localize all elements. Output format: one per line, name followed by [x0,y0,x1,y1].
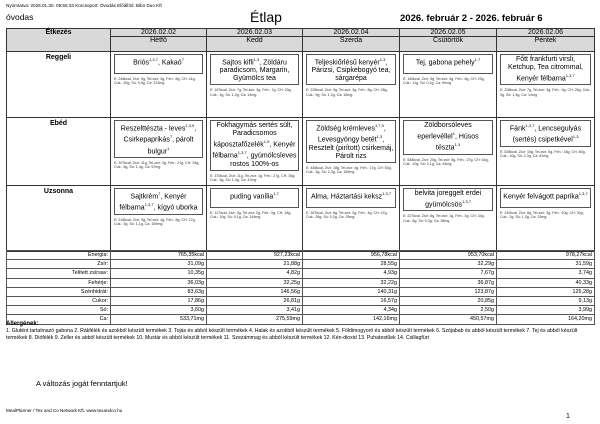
food-item: Sajtos kifli$^{1,3}$, Zöldáru paradicsom, Margarin, Gyümölcs tea [210,54,299,85]
food-item: Alma, Háztartási keksz$^{1,3,7}$ [306,188,396,208]
summary-value: 164,20mg [497,315,595,324]
summary-value: 10,35g [111,269,207,278]
nutrition-info: E: 160kcal, Zsír: 5g, Tel.zsír: 3g, Feh.: 6g, CH: 23g, Cuk.: 11g, Só: 0,1g, Ca: 90mg [403,77,485,86]
day-date: 2026.02.02 [111,29,206,37]
day-date: 2026.02.03 [207,29,302,37]
food-item: Teljeskiőrlésű kenyér$^{1,3}$, Párizsi, Csipkebogyó tea, sárgarépa [306,54,396,85]
day-header [111,29,207,52]
summary-value: 36,87g [400,278,497,287]
menu-cell [497,52,595,118]
day-date: 2026.02.04 [303,29,399,37]
nutrition-info: E: 528kcal, Zsír: 15g, Tel.zsír: 5g, Feh.: 18g, CH: 80g, Cuk.: 10g, Só: 2,3g, Ca: 81mg [500,149,586,158]
day-header [303,29,400,52]
date-range: 2026. február 2 - 2026. február 6 [400,13,543,24]
nutrition-info: E: 370kcal, Zsír: 11g, Tel.zsír: 1g, Feh.: 27g, CH: 36g, Cuk.: 3g, Só: 1,4g, Ca: 47mg [210,173,296,182]
summary-value: 31,09g [111,260,207,269]
summary-value: 9,13g [497,296,595,305]
summary-value: 123,87g [400,287,497,296]
menu-cell [111,186,207,252]
food-item: Zöldség krémleves$^{1,7,9}$, Levesgyöngy betét$^{1,3}$, Resztelt (pirított) csirkemáj, Párolt rizs [306,120,396,163]
summary-value: 450,57mg [400,315,497,324]
summary-value: 32,29g [400,260,497,269]
menu-cell [497,186,595,252]
food-item: Zöldborsóleves eperlevéllel$^1$, Húsos tészta$^{1,3}$ [403,120,493,155]
corner-header: Étkezés [7,29,111,52]
day-date: 2026.02.05 [400,29,496,37]
nutrition-info: E: 248kcal, Zsír: 5g, Tel.zsír: 3g, Feh.: 8g, CH: 41g, Cuk.: 30g, Só: 0,5g, Ca: 223mg [114,77,196,86]
menu-cell [497,118,595,186]
meal-label: Uzsonna [7,186,111,252]
nutrition-info: E: 227kcal, Zsír: 8g, Tel.zsír: 1g, Feh.: 4g, CH: 34g, Cuk.: 8g, Só: 0,3g, Ca: 38mg [403,214,485,223]
day-header [207,29,303,52]
summary-value: 32,25g [207,278,303,287]
food-item: Fokhagymás sertés sült, Paradicsomos káposztafőzelék$^{1,9}$, Kenyér félbarna$^{1,3,7}$, gyümölcsleves rostos 100%-os [210,120,299,171]
summary-value: 21,88g [207,260,303,269]
food-item: Tej, gabona pehely$^{1,7}$ [403,54,493,74]
summary-value: 16,57g [303,296,400,305]
menu-cell [400,186,497,252]
menu-cell [400,118,497,186]
allergens-title: Allergének: [6,321,39,327]
summary-value: 31,59g [497,260,595,269]
summary-label: Zsír: [7,260,111,269]
nutrition-info: E: 167kcal, Zsír: 7g, Tel.zsír: 3g, Feh.: 7g, CH: 20g, Cuk.: 1g, Só: 1,0g, Ca: 14mg [210,88,292,97]
summary-value: 956,78kcal [303,251,400,260]
menu-cell [303,52,400,118]
day-date: 2026.02.06 [497,29,594,37]
summary-value: 28,55g [303,260,400,269]
summary-label: Energia: [7,251,111,260]
summary-value: 3,41g [207,306,303,315]
menu-table [6,28,595,252]
menu-cell [207,186,303,252]
summary-row [7,287,595,296]
nutrition-info: E: 307kcal, Zsír: 11g, Tel.zsír: 3g, Feh.: 21g, CH: 34g, Cuk.: 5g, Só: 1,4g, Ca: 57mg [114,160,200,170]
page-number: 1 [566,413,570,420]
day-name: Kedd [246,37,263,44]
summary-value: 533,71mg [111,315,207,324]
nutrition-info: E: 117kcal, Zsír: 3g, Tel.zsír: 2g, Feh.: 5g, CH: 18g, Cuk.: 10g, Só: 0,1g, Ca: 144mg [210,211,292,220]
nutrition-info: E: 216kcal, Zsír: 9g, Tel.zsír: 4g, Feh.: 8g, CH: 27g, Cuk.: 3g, Só: 1,1g, Ca: 169mg [114,217,196,226]
summary-value: 125,28g [497,287,595,296]
day-name: Csütörtök [433,37,463,44]
summary-row [7,251,595,260]
menu-cell [111,52,207,118]
menu-cell [400,52,497,118]
summary-row [7,269,595,278]
summary-value: 17,86g [111,296,207,305]
menu-cell [303,186,400,252]
menu-cell [111,118,207,186]
summary-row [7,296,595,305]
summary-value: 765,35kcal [111,251,207,260]
nutrition-summary-table [6,250,595,325]
summary-label: Telített zsírsav: [7,269,111,278]
summary-value: 142,16mg [303,315,400,324]
summary-value: 26,81g [207,296,303,305]
food-item: Briós$^{1,3,7}$, Kakaó$^7$ [114,54,203,74]
food-item: Sajtkrém$^7$, Kenyér félbarna$^{1,3,7}$, kígyó uborka [114,188,203,215]
meal-label: Reggeli [7,52,111,118]
summary-value: 83,63g [111,287,207,296]
summary-value: 4,34g [303,306,400,315]
summary-value: 146,56g [207,287,303,296]
summary-row [7,315,595,324]
day-name: Hétfő [150,37,167,44]
footer-credit: MealPlanner / Tex and Co Network Kft. www.texandco.hu [6,408,123,413]
meal-label: Ebéd [7,118,111,186]
age-group: óvodas [6,12,34,22]
summary-value: 953,70kcal [400,251,497,260]
meal-row-ebed [7,118,595,186]
header-row [7,29,595,52]
summary-value: 3,60g [111,306,207,315]
food-item: belvita joreggelt erdei gyümölcsös$^{1,3,7}$ [403,188,493,211]
summary-value: 3,74g [497,269,595,278]
change-notice: A változás jogát fenntartjuk! [36,379,128,388]
summary-value: 4,82g [207,269,303,278]
food-item: Főtt frankfurti virsli, Ketchup, Tea citrommal, Kenyér félbarna$^{1,3,7}$ [500,54,591,85]
summary-row [7,278,595,287]
nutrition-info: E: 240kcal, Zsír: 8g, Tel.zsír: 3g, Feh.: 10g, CH: 30g, Cuk.: 2g, Só: 1,3g, Ca: 33mg [500,211,584,220]
nutrition-info: E: 446kcal, Zsír: 18g, Tel.zsír: 4g, Feh.: 17g, CH: 53g, Cuk.: 3g, Só: 2,3g, Ca: 169mg [306,165,392,174]
day-name: Péntek [534,37,557,44]
summary-row [7,260,595,269]
page-title: Étlap [250,9,282,25]
summary-label: Fehérje: [7,278,111,287]
summary-label: Ca: [7,315,111,324]
summary-value: 140,31g [303,287,400,296]
food-item: Fánk$^{1,3,7}$, Lencsegulyás (sertés) csipetkével$^{1,3}$ [500,120,591,147]
day-header [497,29,595,52]
summary-value: 978,27kcal [497,251,595,260]
summary-value: 32,22g [303,278,400,287]
summary-value: 3,99g [497,306,595,315]
summary-value: 7,67g [400,269,497,278]
meal-row-uzsonna [7,186,595,252]
summary-label: Szénhidrát: [7,287,111,296]
summary-value: 40,33g [497,278,595,287]
menu-cell [207,118,303,186]
summary-label: Só: [7,306,111,315]
nutrition-info: E: 226kcal, Zsír: 9g, Tel.zsír: 3g, Feh.: 8g, CH: 28g, Cuk.: 9g, Só: 1,2g, Ca: 16mg [306,88,388,97]
nutrition-info: E: 267kcal, Zsír: 8g, Tel.zsír: 2g, Feh.: 4g, CH: 47g, Cuk.: 28g, Só: 0,2g, Ca: 25mg [306,211,388,220]
summary-value: 4,93g [303,269,400,278]
food-item: Reszelttészta - leves$^{1,3,9}$, Csirkepaprikás$^7$, párolt bulgur$^1$ [114,120,203,158]
allergens-text: 1. Glutént tartalmazó gabona 2. Rákfélék és azokból készült termékek 3. Tojás és abból készült termékek 4. Halak és azokból készült termékek 5. Földimogyoró és abból készült termékek 6. Szójabab és abból készült termékek 7. Tej és abból készült termékek 8. Diófélék 9. Zeller és abból készült termékek 10. Mustár és abból készült termékek 11. Szezámmag és abból készült termékek 12. Kén-dioxid 13. Puhatestűek 14. Csillagfürt [6,328,578,341]
food-item: puding vanília$^{1,7}$ [210,188,299,208]
summary-value: 2,50g [400,306,497,315]
menu-cell [207,52,303,118]
day-name: Szerda [339,37,363,44]
food-item: Kenyér felvágott paprika$^{1,3,7}$ [500,188,591,208]
summary-value: 275,59mg [207,315,303,324]
summary-value: 36,03g [111,278,207,287]
menu-cell [303,118,400,186]
summary-row [7,306,595,315]
day-header [400,29,497,52]
print-info: Nyomtatva: 2026.01.30. 09:55:33 Korcsoport: Óvodás Előállító: Bibo Duo Kft [6,3,162,8]
summary-value: 927,23kcal [207,251,303,260]
nutrition-info: E: 548kcal, Zsír: 20g, Tel.zsír: 5g, Feh.: 27g, CH: 64g, Cuk.: 10g, Só: 2,1g, Ca: 94mg [403,157,489,166]
nutrition-info: E: 208kcal, Zsír: 7g, Tel.zsír: 3g, Feh.: 9g, CH: 26g, Cuk.: 3g, Só: 1,3g, Ca: 14mg [500,88,592,97]
summary-label: Cukor: [7,296,111,305]
summary-value: 20,85g [400,296,497,305]
meal-row-reggeli [7,52,595,118]
